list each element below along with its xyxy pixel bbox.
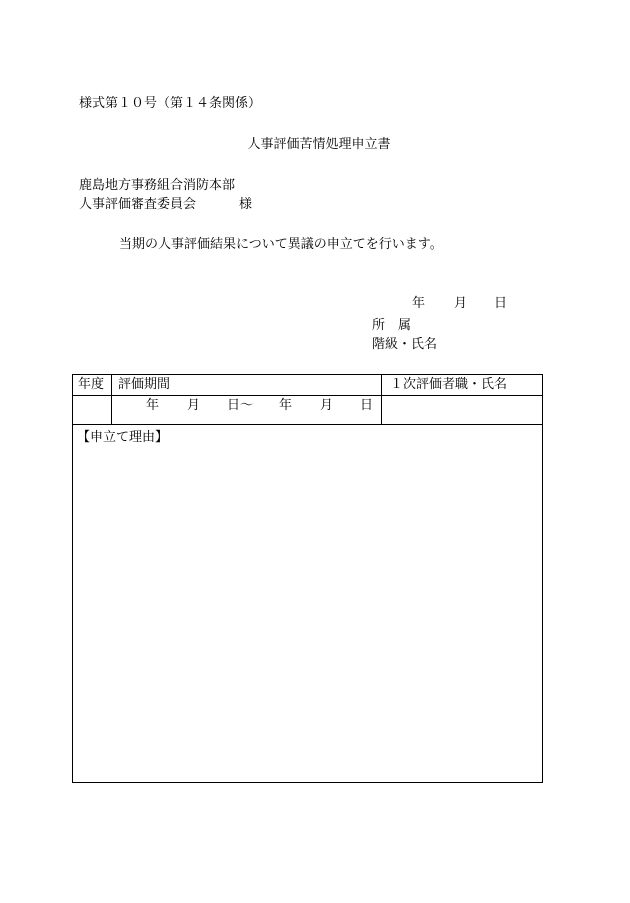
period-to-month: 月 <box>320 398 334 413</box>
date-year-label: 年 <box>412 296 426 311</box>
table-rule-year-col <box>111 375 112 424</box>
period-from-year: 年 <box>146 398 160 413</box>
addressee-organization: 鹿島地方事務組合消防本部 <box>79 178 236 193</box>
period-from-day: 日～ <box>227 398 254 413</box>
body-text: 当期の人事評価結果について異議の申立てを行います。 <box>119 237 443 252</box>
date-day-label: 日 <box>494 296 508 311</box>
period-from-month: 月 <box>187 398 201 413</box>
affiliation-label: 所 属 <box>372 318 412 333</box>
period-to-day: 日 <box>360 398 374 413</box>
addressee-committee: 人事評価審査委員会 <box>79 197 197 212</box>
header-evaluator: １次評価者職・氏名 <box>390 377 508 392</box>
addressee-honorific: 様 <box>239 197 253 212</box>
reason-label: 【申立て理由】 <box>77 430 169 445</box>
date-month-label: 月 <box>454 296 468 311</box>
table-rule-header-bottom <box>73 395 542 396</box>
table-rule-evaluator-col <box>381 375 382 424</box>
header-period: 評価期間 <box>118 377 171 392</box>
table-rule-values-bottom <box>73 424 542 425</box>
rank-name-label: 階級・氏名 <box>372 337 438 352</box>
header-year: 年度 <box>78 377 105 392</box>
form-number: 様式第１０号（第１４条関係） <box>79 96 262 111</box>
document-title: 人事評価苦情処理申立書 <box>247 137 391 152</box>
appeal-table <box>72 374 543 783</box>
period-to-year: 年 <box>279 398 293 413</box>
